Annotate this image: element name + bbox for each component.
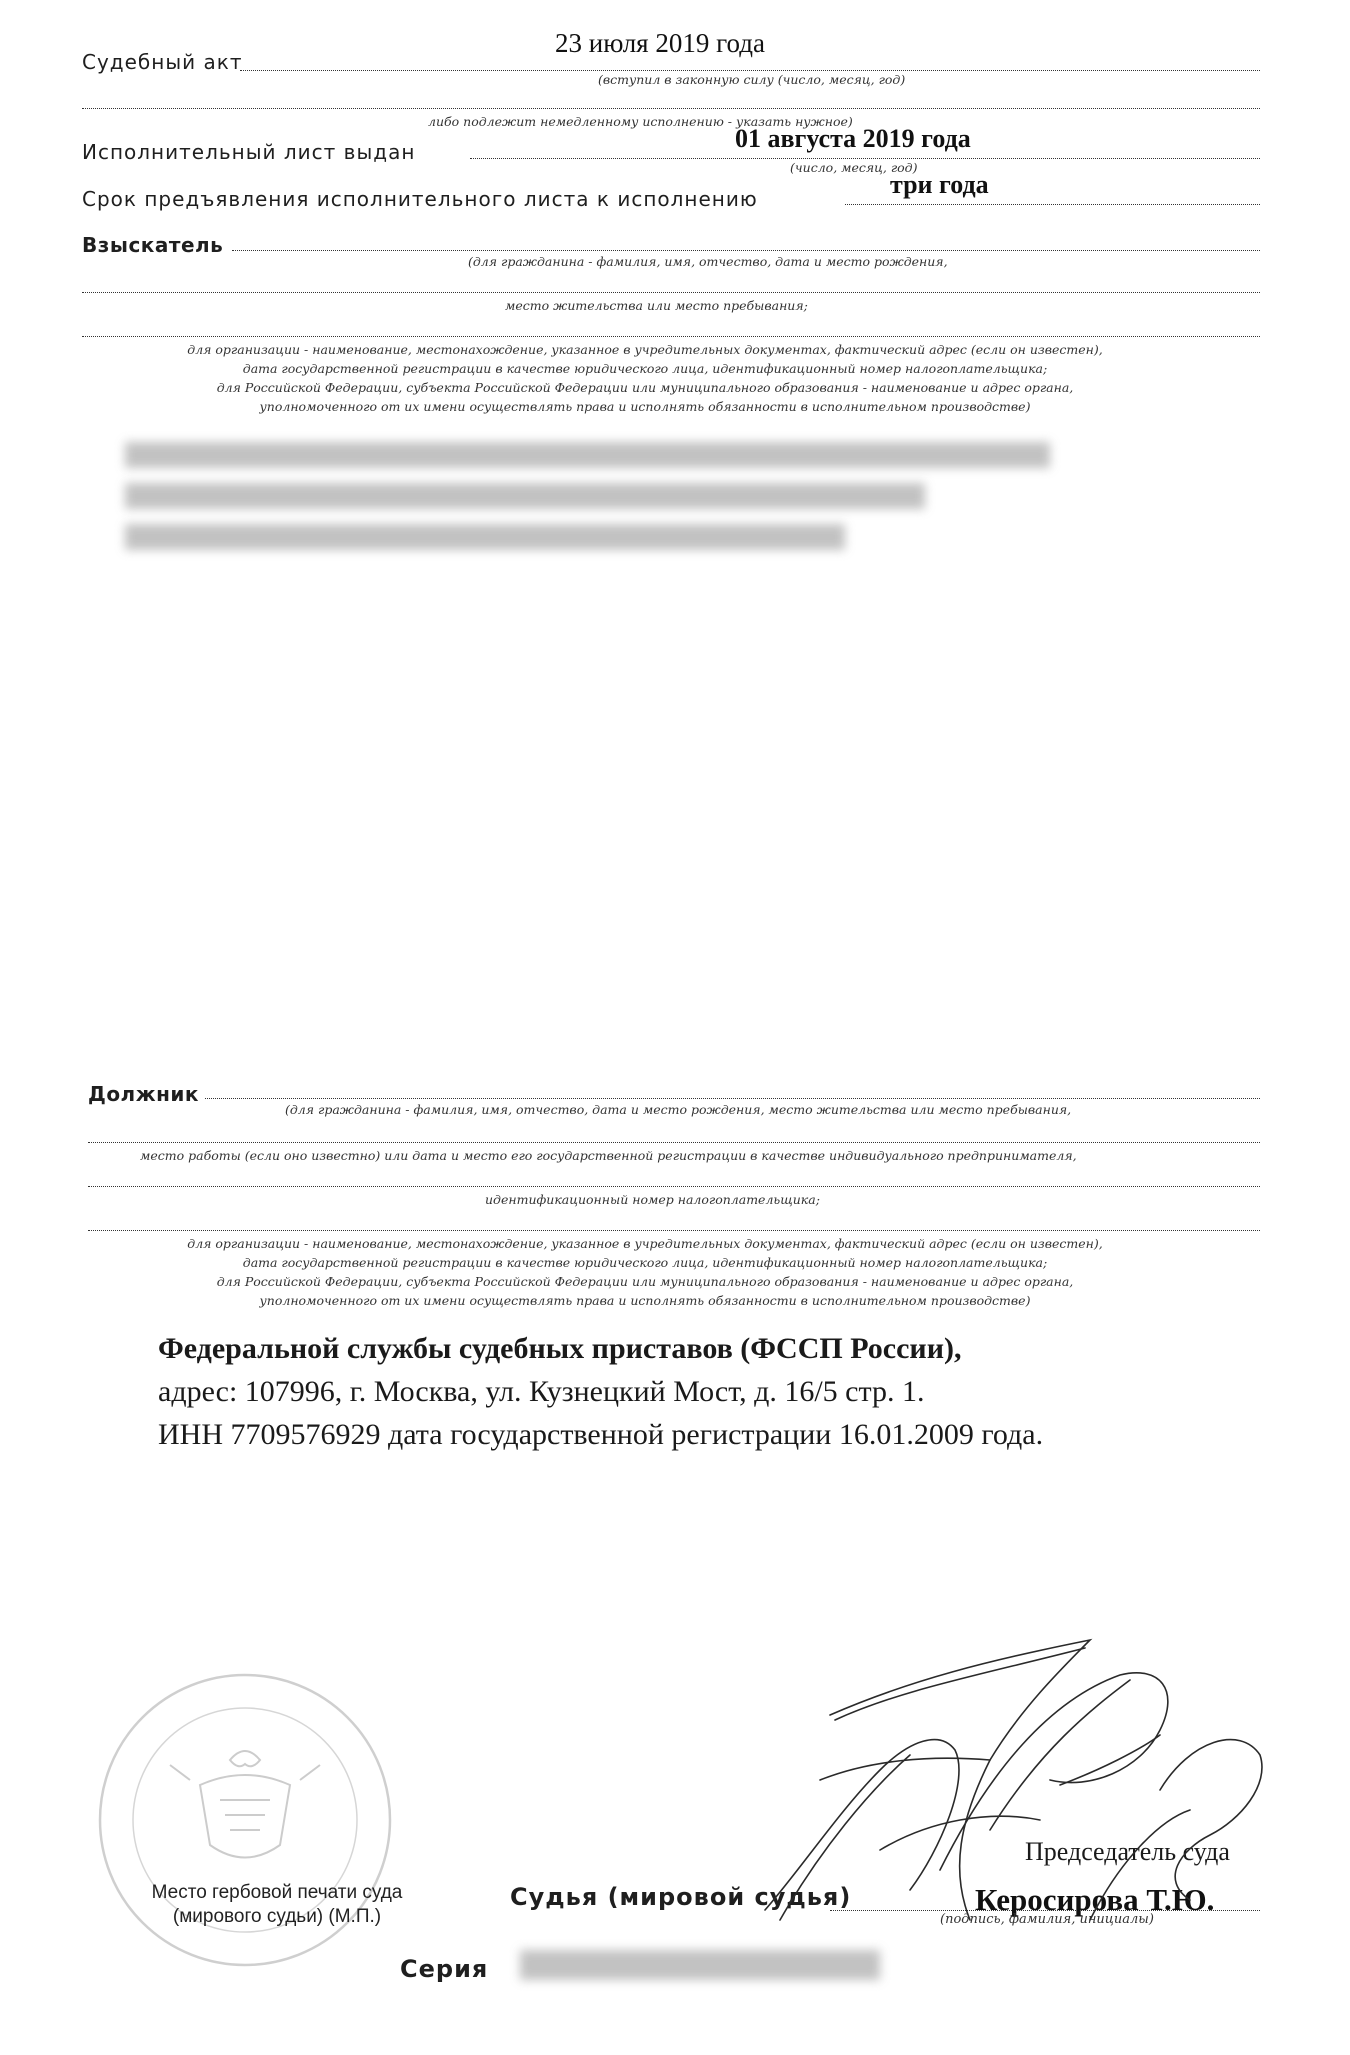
redacted-claimant-line-2	[125, 483, 925, 509]
claimant-line-3	[82, 336, 1260, 337]
writ-issued-caption: (число, месяц, год)	[790, 160, 918, 175]
official-stamp-seal	[80, 1665, 410, 1975]
handwritten-signature	[760, 1620, 1300, 1940]
judicial-act-caption: (вступил в законную силу (число, месяц, год)	[598, 72, 906, 87]
claimant-line-1	[232, 250, 1260, 251]
series-label: Серия	[400, 1955, 489, 1983]
debtor-caption-1: (для гражданина - фамилия, имя, отчество, дата и место рождения, место жительства или место пребывания,	[285, 1102, 1072, 1117]
claimant-org-caption-3: для Российской Федерации, субъекта Российской Федерации или муниципального образования - наименование и адрес органа,	[216, 380, 1074, 395]
stamp-caption-2: (мирового судьи) (М.П.)	[172, 1906, 382, 1927]
claimant-org-caption-4: уполномоченного от их имени осуществлять права и исполнять обязанности в исполнительном производстве)	[259, 399, 1031, 414]
debtor-line-2	[88, 1142, 1260, 1143]
debtor-org-caption-3: для Российской Федерации, субъекта Российской Федерации или муниципального образования - наименование и адрес органа,	[216, 1274, 1074, 1289]
immediate-caption: либо подлежит немедленному исполнению - указать нужное)	[428, 114, 853, 129]
debtor-org-caption-2: дата государственной регистрации в качестве юридического лица, идентификационный номер налогоплательщика;	[242, 1255, 1048, 1270]
claimant-org-caption-2: дата государственной регистрации в качестве юридического лица, идентификационный номер налогоплательщика;	[242, 361, 1048, 376]
redacted-claimant-line-1	[125, 442, 1050, 468]
debtor-inn: ИНН 7709576929 дата государственной регистрации 16.01.2009 года.	[158, 1418, 1044, 1451]
debtor-label: Должник	[88, 1082, 200, 1106]
judicial-act-date: 23 июля 2019 года	[555, 28, 765, 58]
claimant-line-2	[82, 292, 1260, 293]
debtor-org-caption-4: уполномоченного от их имени осуществлять права и исполнять обязанности в исполнительном производстве)	[259, 1293, 1031, 1308]
judge-name: Керосирова Т.Ю.	[975, 1882, 1215, 1917]
claimant-caption-1: (для гражданина - фамилия, имя, отчество, дата и место рождения,	[468, 254, 948, 269]
judicial-act-label: Судебный акт	[82, 50, 243, 74]
writ-issued-date: 01 августа 2019 года	[735, 124, 971, 153]
chairman-title: Председатель суда	[1025, 1837, 1230, 1866]
writ-issued-line	[470, 158, 1260, 159]
debtor-line-1	[205, 1098, 1260, 1099]
claimant-label: Взыскатель	[82, 233, 224, 257]
claimant-caption-2: место жительства или место пребывания;	[505, 298, 808, 313]
term-value: три года	[890, 170, 989, 199]
debtor-address: адрес: 107996, г. Москва, ул. Кузнецкий Мост, д. 16/5 стр. 1.	[158, 1375, 925, 1408]
debtor-name: Федеральной службы судебных приставов (ФССП России),	[158, 1332, 962, 1365]
judicial-act-line	[240, 70, 1260, 71]
term-line	[845, 204, 1260, 205]
debtor-org-caption-1: для организации - наименование, местонахождение, указанное в учредительных документах, фактический адрес (если он известен),	[187, 1236, 1103, 1251]
redacted-claimant-line-3	[125, 524, 845, 550]
redacted-series-number	[520, 1950, 880, 1980]
debtor-line-4	[88, 1230, 1260, 1231]
debtor-line-3	[88, 1186, 1260, 1187]
term-label: Срок предъявления исполнительного листа к исполнению	[82, 187, 758, 211]
claimant-org-caption-1: для организации - наименование, местонахождение, указанное в учредительных документах, фактический адрес (если он известен),	[187, 342, 1103, 357]
judicial-act-line-2	[82, 108, 1260, 109]
writ-issued-label: Исполнительный лист выдан	[82, 140, 416, 164]
judge-label: Судья (мировой судья)	[510, 1883, 852, 1911]
debtor-caption-3: идентификационный номер налогоплательщика;	[485, 1192, 820, 1207]
debtor-caption-2: место работы (если оно известно) или дата и место его государственной регистрации в качестве индивидуального предпринимателя,	[140, 1148, 1077, 1163]
signature-caption: (подпись, фамилия, инициалы)	[940, 1912, 1154, 1927]
stamp-caption-1: Место гербовой печати суда	[151, 1882, 403, 1903]
